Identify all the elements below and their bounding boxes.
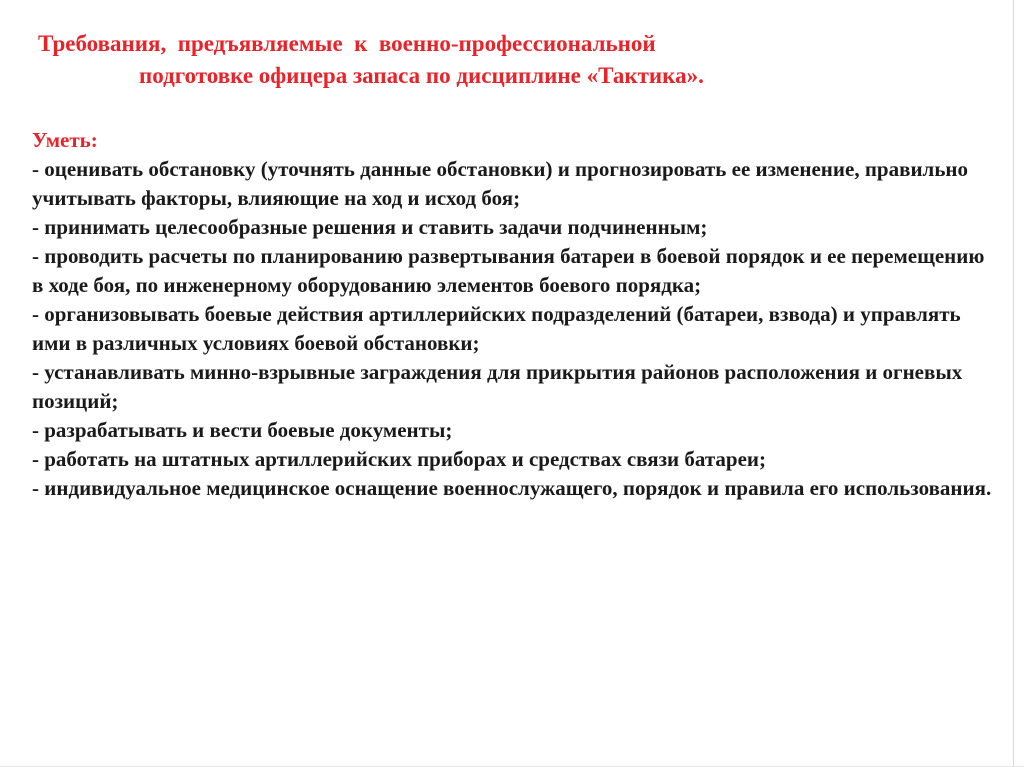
title-line-2: подготовке офицера запаса по дисциплине «Тактика». (139, 63, 704, 88)
slide-title (0, 28, 1024, 92)
list-item: - организовывать боевые действия артиллерийских подразделений (батареи, взвода) и управлять ими в различных условиях боевой обстановки; (32, 302, 961, 355)
list-item: - устанавливать минно-взрывные заграждения для прикрытия районов расположения и огневых позиций; (32, 360, 963, 413)
title-line-1: Требования, предъявляемые к военно-профессиональной (38, 31, 656, 56)
requirements-list (32, 126, 997, 503)
list-item: - принимать целесообразные решения и ставить задачи подчиненным; (32, 215, 708, 239)
section-heading: Уметь: (32, 128, 98, 152)
list-item: - оценивать обстановку (уточнять данные обстановки) и прогнозировать ее изменение, правильно учитывать факторы, влияющие на ход и исход боя; (32, 157, 969, 210)
list-item: - проводить расчеты по планированию развертывания батареи в боевой порядок и ее перемещению в ходе боя, по инженерному оборудованию элементов боевого порядка; (32, 244, 985, 297)
list-item: - индивидуальное медицинское оснащение военнослужащего, порядок и правила его использования. (32, 476, 992, 500)
list-item: - работать на штатных артиллерийских приборах и средствах связи батареи; (32, 447, 767, 471)
frame-edge-right (1013, 0, 1014, 767)
list-item: - разрабатывать и вести боевые документы; (32, 418, 453, 442)
